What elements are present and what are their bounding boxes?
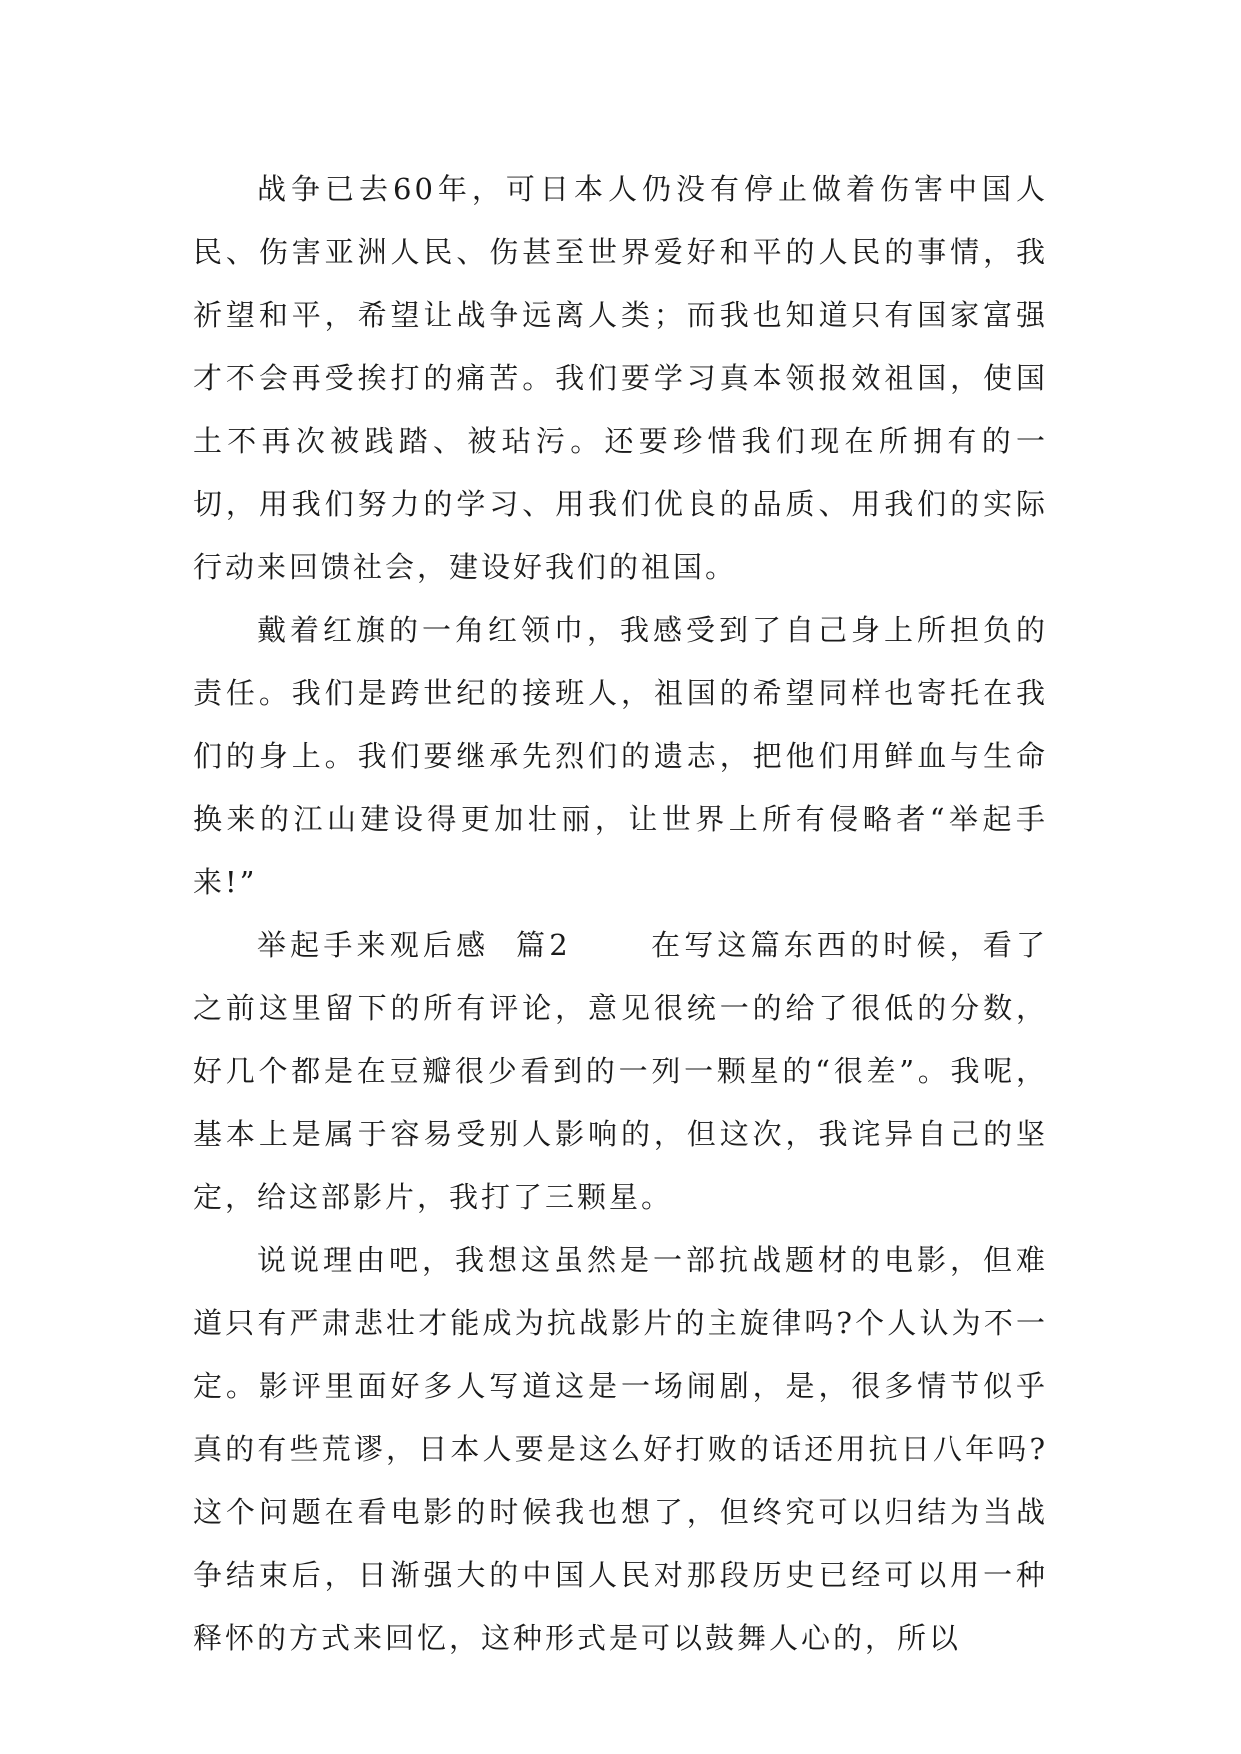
document-body <box>193 158 1048 1670</box>
paragraph-2: 戴着红旗的一角红领巾，我感受到了自己身上所担负的责任。我们是跨世纪的接班人，祖国的希望同样也寄托在我们的身上。我们要继承先烈们的遗志，把他们用鲜血与生命换来的江山建设得更加壮丽，让世界上所有侵略者“举起手来!” <box>193 613 1048 899</box>
paragraph-1: 战争已去60年，可日本人仍没有停止做着伤害中国人民、伤害亚洲人民、伤甚至世界爱好和平的人民的事情，我祈望和平，希望让战争远离人类；而我也知道只有国家富强才不会再受挨打的痛苦。我们要学习真本领报效祖国，使国土不再次被践踏、被玷污。还要珍惜我们现在所拥有的一切，用我们努力的学习、用我们优良的品质、用我们的实际行动来回馈社会，建设好我们的祖国。 <box>193 172 1048 584</box>
paragraph-3: 举起手来观后感 篇2 在写这篇东西的时候，看了之前这里留下的所有评论，意见很统一的给了很低的分数，好几个都是在豆瓣很少看到的一列一颗星的“很差”。我呢，基本上是属于容易受别人影响的，但这次，我诧异自己的坚定，给这部影片，我打了三颗星。 <box>193 928 1048 1214</box>
paragraph-4: 说说理由吧，我想这虽然是一部抗战题材的电影，但难道只有严肃悲壮才能成为抗战影片的主旋律吗?个人认为不一定。影评里面好多人写道这是一场闹剧，是，很多情节似乎真的有些荒谬，日本人要是这么好打败的话还用抗日八年吗?这个问题在看电影的时候我也想了，但终究可以归结为当战争结束后，日渐强大的中国人民对那段历史已经可以用一种释怀的方式来回忆，这种形式是可以鼓舞人心的，所以 <box>193 1243 1048 1655</box>
